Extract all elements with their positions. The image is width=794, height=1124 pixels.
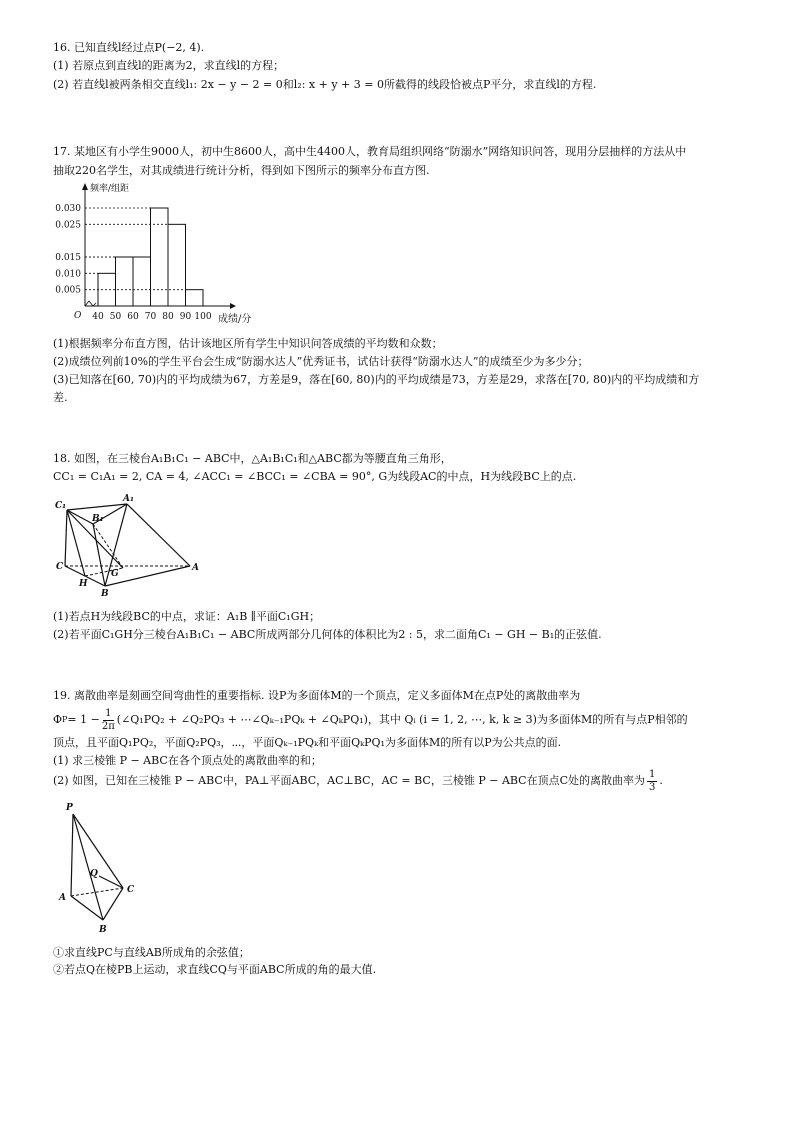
label-b1: B₁: [92, 514, 104, 524]
label-a: A: [59, 893, 66, 903]
y-tick-label: 0.015: [55, 253, 81, 263]
label-a: A: [192, 563, 199, 573]
label-q: Q: [90, 869, 98, 879]
fraction-denominator: 2π: [101, 720, 115, 732]
label-h: H: [79, 579, 88, 589]
x-tick-label: 100: [194, 312, 212, 322]
q17-line2: 抽取220名学生，对其成绩进行统计分析，得到如下图所示的频率分布直方图.: [53, 164, 430, 177]
y-tick-label: 0.005: [55, 285, 81, 296]
formula-lead: = 1 −: [67, 713, 100, 726]
q19-sub2: ②若点Q在棱PB上运动，求直线CQ与平面ABC所成的角的最大值.: [53, 963, 377, 976]
part2-fraction-numerator: 1: [649, 768, 656, 780]
y-tick-label: 0.030: [55, 204, 81, 214]
label-p: P: [66, 803, 73, 813]
x-axis-label: 成绩/分: [218, 314, 252, 325]
label-b: B: [99, 925, 107, 935]
q16-title: 16. 已知直线l经过点P(−2, 4).: [53, 41, 205, 54]
label-g: G: [111, 569, 119, 579]
label-c1: C₁: [55, 501, 67, 511]
q19-formula: [53, 706, 688, 734]
q18-part1: (1)若点H为线段BC的中点，求证：A₁B ∥平面C₁GH；: [53, 610, 321, 623]
axis-break: [85, 301, 96, 306]
histogram-bar: [151, 208, 169, 306]
q17-title: 17. 某地区有小学生9000人，初中生8600人，高中生4400人，教育局组织网络“防溺水”网络知识问答，现用分层抽样的方法从中: [53, 145, 687, 158]
q18-part2: (2)若平面C₁GH分三棱台A₁B₁C₁ − ABC所成两部分几何体的体积比为2 : 5，求二面角C₁ − GH − B₁的正弦值.: [53, 628, 602, 641]
q19-part2-text: (2) 如图，已知在三棱锥 P − ABC中，PA⊥平面ABC，AC⊥BC，AC = BC，三棱锥 P − ABC在顶点C处的离散曲率为: [53, 774, 646, 787]
histogram-bar: [186, 290, 204, 306]
q17-part3-cont: 差.: [53, 391, 68, 404]
y-tick-label: 0.010: [55, 269, 81, 280]
x-axis-arrow: [230, 303, 236, 309]
histogram-bar: [133, 257, 151, 306]
q19-part2: [53, 767, 663, 795]
histogram-bar: [168, 224, 186, 306]
origin-label: O: [74, 311, 82, 321]
part2-fraction-denominator: 3: [649, 781, 656, 793]
label-a1: A₁: [123, 494, 134, 504]
label-b: B: [101, 589, 109, 598]
q17-part3: (3)已知落在[60, 70)内的平均成绩为67，方差是9，落在[60, 80)内的平均成绩是73，方差是29，求落在[70, 80)内的平均成绩和方: [53, 373, 700, 386]
x-tick-label: 80: [162, 312, 174, 322]
part2-period: .: [659, 774, 663, 787]
q19-part1: (1) 求三棱锥 P − ABC在各个顶点处的离散曲率的和；: [53, 754, 322, 767]
pyramid-figure: [55, 800, 145, 935]
y-axis-label: 频率/组距: [90, 184, 130, 194]
histogram-bar: [116, 257, 134, 306]
x-tick-label: 70: [144, 312, 157, 322]
x-tick-label: 40: [92, 312, 104, 322]
formula-phi: Φ: [53, 713, 63, 726]
frustum-figure: [55, 490, 205, 598]
formula-rest: (∠Q₁PQ₂ + ∠Q₂PQ₃ + ⋯∠Qₖ₋₁PQₖ + ∠QₖPQ₁)，其中 Qᵢ (i = 1, 2, ⋯, k, k ≥ 3)为多面体M的所有与点P相邻的: [116, 713, 688, 726]
frequency-histogram: [40, 178, 290, 328]
q17-part2: (2)成绩位列前10%的学生平台会生成“防溺水达人”优秀证书，试估计获得“防溺水达人”的成绩至少为多少分；: [53, 355, 589, 368]
q19-title: 19. 离散曲率是刻画空间弯曲性的重要指标. 设P为多面体M的一个顶点，定义多面体M在点P处的离散曲率为: [53, 689, 581, 702]
q19-sub1: ①求直线PC与直线AB所成角的余弦值；: [53, 946, 250, 959]
part2-fraction: [647, 769, 657, 794]
q16-part2: (2) 若直线l被两条相交直线l₁: 2x − y − 2 = 0和l₂: x + y + 3 = 0所截得的线段恰被点P平分，求直线l的方程.: [53, 78, 597, 91]
formula-fraction: [102, 708, 115, 733]
label-c: C: [127, 885, 135, 895]
q18-title: 18. 如图，在三棱台A₁B₁C₁ − ABC中，△A₁B₁C₁和△ABC都为等腰直角三角形，: [53, 452, 452, 465]
q18-conditions: CC₁ = C₁A₁ = 2, CA = 4, ∠ACC₁ = ∠BCC₁ = ∠CBA = 90°, G为线段AC的中点，H为线段BC上的点.: [53, 470, 577, 483]
y-tick-label: 0.025: [55, 220, 81, 231]
label-c: C: [56, 562, 64, 572]
y-axis-arrow: [82, 183, 88, 190]
q16-part1: (1) 若原点到直线l的距离为2，求直线l的方程；: [53, 59, 285, 72]
fraction-numerator: 1: [105, 707, 112, 719]
q19-line3: 顶点，且平面Q₁PQ₂，平面Q₂PQ₃，⋯，平面Qₖ₋₁PQₖ和平面QₖPQ₁为多面体M的所有以P为公共点的面.: [53, 736, 562, 749]
q17-part1: (1)根据频率分布直方图，估计该地区所有学生中知识问答成绩的平均数和众数；: [53, 337, 443, 350]
x-tick-label: 90: [179, 312, 192, 322]
formula-phi-sub: P: [62, 715, 68, 724]
x-tick-label: 50: [109, 312, 122, 322]
x-tick-label: 60: [127, 312, 139, 322]
